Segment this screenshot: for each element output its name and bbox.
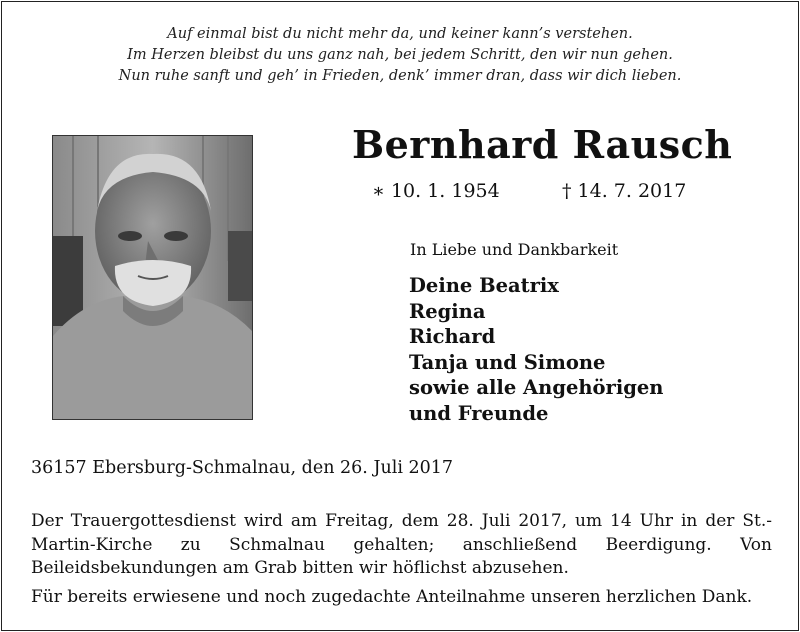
portrait-photo xyxy=(52,135,253,420)
mourners-list xyxy=(409,273,663,426)
mourner: Regina xyxy=(409,299,486,323)
dedication: In Liebe und Dankbarkeit xyxy=(410,240,619,259)
mourner: Tanja und Simone xyxy=(409,350,606,374)
poem-line: Nun ruhe sanft und geh’ in Frieden, denk’ immer dran, dass wir dich lieben. xyxy=(118,68,682,84)
poem-line: Auf einmal bist du nicht mehr da, und keiner kann’s verstehen. xyxy=(167,26,633,42)
death-date: † 14. 7. 2017 xyxy=(562,180,687,202)
mourner: und Freunde xyxy=(409,401,549,425)
deceased-name: Bernhard Rausch xyxy=(352,122,733,167)
mourner: Deine Beatrix xyxy=(409,274,559,297)
mourner: sowie alle Angehörigen xyxy=(409,376,664,399)
birth-date: ∗ 10. 1. 1954 xyxy=(372,180,500,202)
poem-line: Im Herzen bleibst du uns ganz nah, bei jedem Schritt, den wir nun gehen. xyxy=(127,47,673,63)
poem xyxy=(0,24,800,87)
mourner: Richard xyxy=(409,325,496,348)
thanks-note: Für bereits erwiesene und noch zugedachte Anteilnahme unseren herzlichen Dank. xyxy=(31,587,753,607)
place-and-date: 36157 Ebersburg-Schmalnau, den 26. Juli 2017 xyxy=(31,458,454,478)
service-announcement: Der Trauergottesdienst wird am Freitag, dem 28. Juli 2017, um 14 Uhr in der St.-Martin-Kirche zu Schmalnau gehalten; anschließend Beerdigung. Von Beileidsbekundungen am Grab bitten wir höflichst abzusehen. xyxy=(31,511,772,578)
